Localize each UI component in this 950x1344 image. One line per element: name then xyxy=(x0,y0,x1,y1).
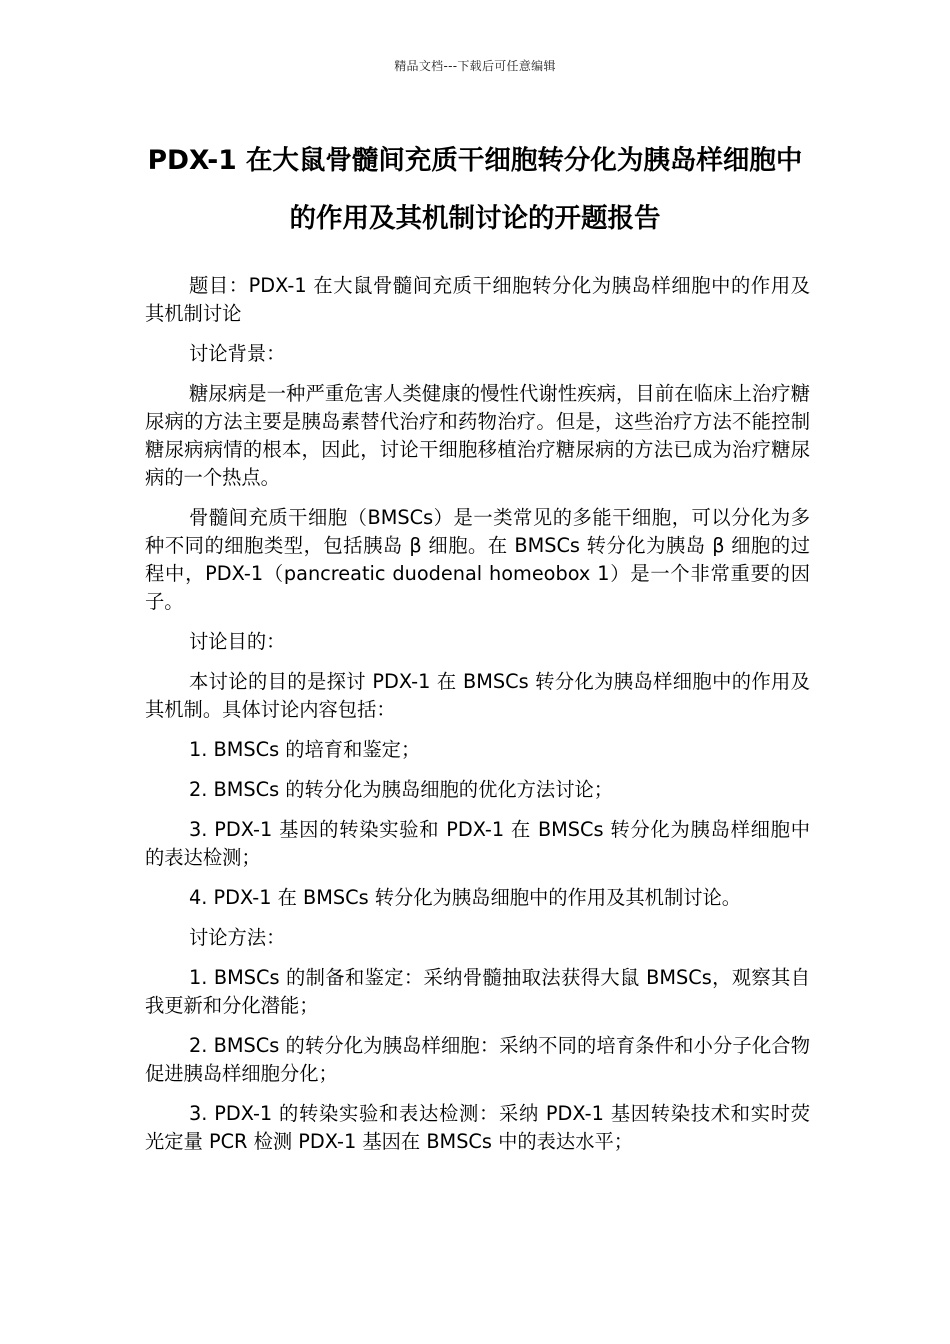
paragraph-topic: 题目：PDX-1 在大鼠骨髓间充质干细胞转分化为胰岛样细胞中的作用及其机制讨论 xyxy=(145,274,810,325)
header-note: 精品文档---下载后可任意编辑 xyxy=(394,59,556,73)
list-item-method-1: 1. BMSCs 的制备和鉴定：采纳骨髓抽取法获得大鼠 BMSCs，观察其自我更新和分化潜能； xyxy=(145,966,810,1017)
list-item-method-3: 3. PDX-1 的转染实验和表达检测：采纳 PDX-1 基因转染技术和实时荧光定量 PCR 检测 PDX-1 基因在 BMSCs 中的表达水平； xyxy=(145,1102,810,1153)
heading-purpose: 讨论目的： xyxy=(189,630,286,653)
list-item-purpose-2: 2. BMSCs 的转分化为胰岛细胞的优化方法讨论； xyxy=(189,778,614,801)
list-item-purpose-3: 3. PDX-1 基因的转染实验和 PDX-1 在 BMSCs 转分化为胰岛样细胞中的表达检测； xyxy=(145,818,810,869)
heading-background: 讨论背景： xyxy=(189,342,286,365)
paragraph-background-bmscs: 骨髓间充质干细胞（BMSCs）是一类常见的多能干细胞，可以分化为多种不同的细胞类型，包括胰岛 β 细胞。在 BMSCs 转分化为胰岛 β 细胞的过程中，PDX-1（pancreatic duodenal homeobox 1）是一个非常重要的因子。 xyxy=(145,506,810,613)
list-item-purpose-4: 4. PDX-1 在 BMSCs 转分化为胰岛细胞中的作用及其机制讨论。 xyxy=(189,886,742,909)
document-body xyxy=(145,272,810,1168)
list-item-purpose-1: 1. BMSCs 的培育和鉴定； xyxy=(189,738,421,761)
document-title: PDX-1 在大鼠骨髓间充质干细胞转分化为胰岛样细胞中的作用及其机制讨论的开题报告 xyxy=(147,145,803,234)
paragraph-purpose: 本讨论的目的是探讨 PDX-1 在 BMSCs 转分化为胰岛样细胞中的作用及其机制。具体讨论内容包括： xyxy=(145,670,810,721)
heading-methods: 讨论方法： xyxy=(189,926,286,949)
paragraph-background-diabetes: 糖尿病是一种严重危害人类健康的慢性代谢性疾病，目前在临床上治疗糖尿病的方法主要是胰岛素替代治疗和药物治疗。但是，这些治疗方法不能控制糖尿病病情的根本，因此，讨论干细胞移植治疗糖尿病的方法已成为治疗糖尿病的一个热点。 xyxy=(145,382,810,489)
list-item-method-2: 2. BMSCs 的转分化为胰岛样细胞：采纳不同的培育条件和小分子化合物促进胰岛样细胞分化； xyxy=(145,1034,810,1085)
